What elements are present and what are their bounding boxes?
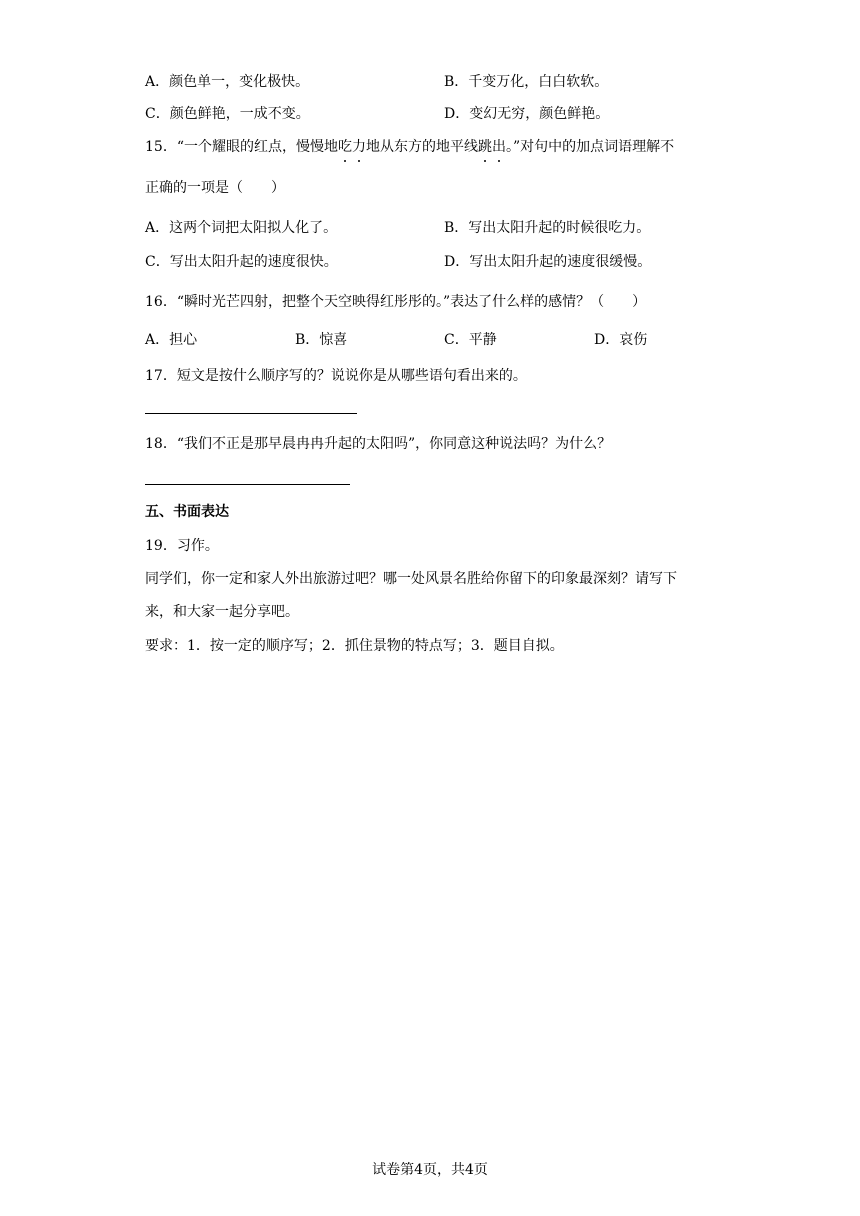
q14-option-c: C．颜色鲜艳，一成不变。	[145, 106, 310, 122]
q15-option-b: B．写出太阳升起的时候很吃力。	[444, 220, 651, 236]
q17-stem: 17．短文是按什么顺序写的？说说你是从哪些语句看出来的。	[145, 368, 527, 384]
q15-stem-start: 15．“一个耀眼的红点，慢慢地	[145, 139, 338, 155]
q15-option-c: C．写出太阳升起的速度很快。	[145, 254, 338, 270]
q16-stem: 16．“瞬时光芒四射，把整个天空映得红彤彤的。”表达了什么样的感情？（ ）	[145, 294, 647, 310]
q14-option-d: D．变幻无穷，颜色鲜艳。	[444, 106, 610, 122]
q16-option-b: B．惊喜	[295, 332, 348, 348]
page-footer: 试卷第4页，共4页	[372, 1162, 488, 1178]
q15-dotted-char: 力	[351, 139, 366, 155]
q19-title: 19．习作。	[145, 538, 219, 554]
q15-dotted-char: 吃	[337, 139, 352, 155]
q19-requirements: 要求：1．按一定的顺序写；2．抓住景物的特点写；3．题目自拟。	[145, 638, 564, 654]
q15-option-d: D．写出太阳升起的速度很缓慢。	[444, 254, 652, 270]
q14-option-b: B．千变万化，白白软软。	[444, 74, 609, 90]
q19-paragraph-line1: 同学们，你一定和家人外出旅游过吧？哪一处风景名胜给你留下的印象最深刻？请写下	[145, 571, 677, 587]
q17-answer-line[interactable]	[145, 413, 357, 414]
q15-stem-line1	[145, 137, 674, 157]
q18-answer-line[interactable]	[145, 484, 350, 485]
q16-option-a: A．担心	[145, 332, 198, 348]
q15-stem-line2: 正确的一项是（ ）	[145, 180, 285, 196]
q16-option-c: C．平静	[444, 332, 497, 348]
q18-stem: 18．“我们不正是那早晨冉冉升起的太阳吗”，你同意这种说法吗？为什么？	[145, 436, 612, 452]
q14-option-a: A．颜色单一，变化极快。	[145, 74, 310, 90]
q16-option-d: D．哀伤	[594, 332, 648, 348]
q15-stem-mid: 地从东方的地平线	[365, 139, 478, 155]
q19-paragraph-line2: 来，和大家一起分享吧。	[145, 604, 299, 620]
q15-stem-end: 。”对句中的加点词语理解不	[505, 139, 675, 155]
q15-dotted-char: 出	[491, 139, 506, 155]
section-heading: 五、书面表达	[145, 504, 229, 520]
q15-option-a: A．这两个词把太阳拟人化了。	[145, 220, 338, 236]
q15-dotted-char: 跳	[477, 139, 492, 155]
